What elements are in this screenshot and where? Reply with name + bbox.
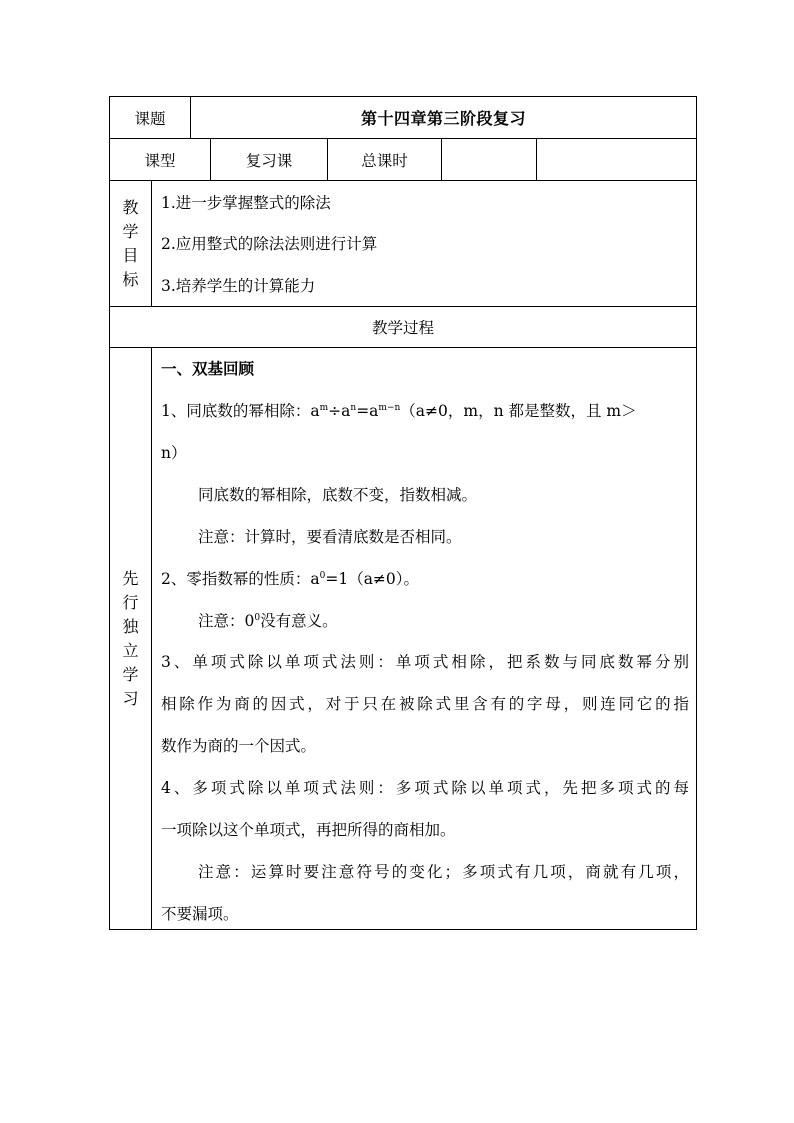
rule3-line: 相除作为商的因式，对于只在被除式里含有的字母，则连同它的指 xyxy=(161,695,689,713)
topic-label: 课题 xyxy=(134,109,166,128)
rule2-formula: 2、零指数幂的性质：$a^0=1(a\ne 0)$。 xyxy=(161,570,420,588)
rule1-formula: 1、同底数的幂相除：$a^m\div a^n=a^{m-n}(a\ne 0$，m，n 都是整数，且 m＞ xyxy=(161,402,637,420)
objective-item: 3.培养学生的计算能力 xyxy=(161,277,316,295)
label-char: 先 xyxy=(122,568,139,588)
process-heading: 教学过程 xyxy=(371,319,434,337)
rule1-note: 注意：计算时，要看清底数是否相同。 xyxy=(198,528,462,546)
lesson-plan-table xyxy=(109,96,697,930)
rule1-statement: 同底数的幂相除，底数不变，指数相减。 xyxy=(198,486,478,504)
hours-label: 总课时 xyxy=(361,151,408,170)
col-divider xyxy=(151,347,152,929)
rule3-line: 3、单项式除以单项式法则：单项式相除，把系数与同底数幂分别 xyxy=(161,653,689,671)
rule4-note: 注意：运算时要注意符号的变化；多项式有几项，商就有几项， xyxy=(198,863,689,881)
study-label xyxy=(110,348,151,929)
label-char: 学 xyxy=(122,221,139,241)
rule1-formula-cont: n） xyxy=(161,444,187,462)
section-title: 一、双基回顾 xyxy=(161,359,255,378)
hours-value xyxy=(442,139,536,180)
type-value: 复习课 xyxy=(245,151,293,170)
rule4-line: 一项除以这个单项式，再把所得的商相加。 xyxy=(161,821,456,839)
extra-value xyxy=(537,139,696,180)
rule4-line: 4、多项式除以单项式法则：多项式除以单项式，先把多项式的每 xyxy=(161,779,689,797)
type-label: 课型 xyxy=(144,151,176,170)
label-char: 学 xyxy=(122,664,139,684)
rule3-line: 数作为商的一个因式。 xyxy=(161,737,317,755)
col-divider xyxy=(151,180,152,306)
label-char: 行 xyxy=(122,592,139,612)
objective-item: 1.进一步掌握整式的除法 xyxy=(161,194,331,212)
topic-value: 第十四章第三阶段复习 xyxy=(360,109,526,128)
rule2-note: 注意：$0^0$没有意义。 xyxy=(198,612,338,630)
label-char: 目 xyxy=(122,245,139,265)
objectives-label xyxy=(110,181,151,306)
row-divider xyxy=(110,180,696,181)
label-char: 立 xyxy=(122,640,139,660)
label-char: 标 xyxy=(122,269,139,289)
rule4-note: 不要漏项。 xyxy=(161,905,239,923)
row-divider xyxy=(110,347,696,348)
label-char: 独 xyxy=(122,616,139,636)
label-char: 习 xyxy=(122,688,139,708)
objective-item: 2.应用整式的除法法则进行计算 xyxy=(161,235,378,253)
label-char: 教 xyxy=(122,197,139,217)
